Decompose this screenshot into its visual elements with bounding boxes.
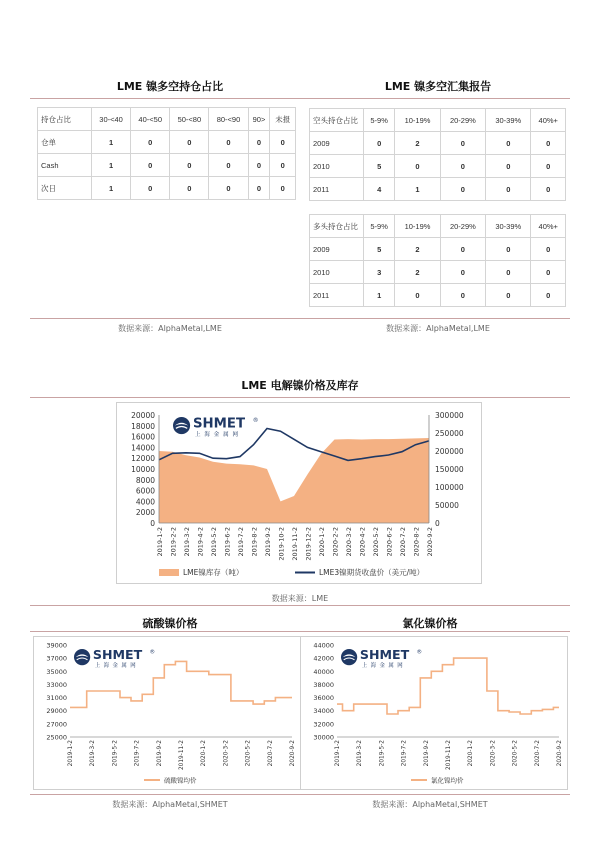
y-tick-left: 4000 bbox=[135, 497, 155, 507]
table-cell: 0 bbox=[486, 261, 531, 284]
x-tick: 2020-7-2 bbox=[267, 740, 274, 767]
table-cell: 1 bbox=[364, 284, 395, 307]
table-header-cell: 30-39% bbox=[486, 215, 531, 238]
table-cell: 3 bbox=[364, 261, 395, 284]
nickel-chloride-title: 氯化镍价格 bbox=[402, 617, 458, 630]
y-tick-right: 300000 bbox=[435, 411, 464, 420]
logo-text: SHMET bbox=[359, 646, 410, 662]
nickel-chloride-chart bbox=[301, 637, 567, 789]
table-cell: 0 bbox=[248, 177, 270, 200]
logo-subtext: 上 海 金 属 网 bbox=[94, 663, 137, 669]
y-tick-left: 0 bbox=[150, 519, 155, 528]
table-header-cell: 持仓占比 bbox=[38, 108, 92, 131]
table-cell: 0 bbox=[486, 155, 531, 178]
table-cell: 0 bbox=[531, 178, 566, 201]
table-header-cell: 90> bbox=[248, 108, 270, 131]
y-tick-left: 10000 bbox=[131, 465, 155, 474]
table-cell: 0 bbox=[486, 238, 531, 261]
table-row bbox=[310, 155, 566, 178]
divider bbox=[30, 98, 570, 99]
x-tick: 2019-10-2 bbox=[277, 527, 286, 561]
x-tick: 2019-1-2 bbox=[156, 527, 164, 557]
table-header-cell: 30-<40 bbox=[92, 108, 131, 131]
x-tick: 2019-5-2 bbox=[210, 527, 218, 557]
table-header-cell: 50-<80 bbox=[170, 108, 209, 131]
table-header-cell: 多头持仓占比 bbox=[310, 215, 364, 238]
logo-globe-icon bbox=[74, 649, 90, 665]
legend-label: 氯化镍均价 bbox=[431, 776, 464, 785]
source-note: 数据来源：AlphaMetal,SHMET bbox=[372, 800, 488, 809]
table-cell: 0 bbox=[486, 132, 531, 155]
table-cell: 0 bbox=[531, 132, 566, 155]
x-tick: 2019-3-2 bbox=[183, 527, 191, 557]
y-tick: 31000 bbox=[46, 694, 67, 703]
row-label: 次日 bbox=[38, 177, 92, 200]
y-tick-left: 12000 bbox=[131, 454, 155, 464]
y-tick-right: 200000 bbox=[435, 447, 464, 456]
table-cell: 0 bbox=[170, 131, 209, 154]
x-tick: 2019-7-2 bbox=[237, 527, 245, 557]
table-row bbox=[38, 131, 296, 154]
table-cell: 0 bbox=[395, 155, 440, 178]
table-cell: 0 bbox=[486, 178, 531, 201]
y-tick-left: 18000 bbox=[131, 421, 155, 431]
table-header-cell: 80-<90 bbox=[209, 108, 248, 131]
table-header-row bbox=[310, 215, 566, 238]
x-tick: 2020-1-2 bbox=[318, 527, 326, 557]
divider bbox=[30, 605, 570, 606]
logo-globe-icon bbox=[173, 417, 190, 434]
y-tick-right: 150000 bbox=[435, 465, 464, 474]
table-cell: 0 bbox=[248, 131, 270, 154]
table-row bbox=[310, 178, 566, 201]
y-tick: 30000 bbox=[313, 733, 334, 742]
lme-chart-title: LME 电解镍价格及库存 bbox=[241, 379, 359, 392]
row-label: 2010 bbox=[310, 155, 364, 178]
x-tick: 2020-5-2 bbox=[245, 740, 252, 767]
nickel-sulfate-chart bbox=[34, 637, 300, 789]
table-cell: 0 bbox=[440, 261, 485, 284]
x-tick: 2019-3-2 bbox=[90, 740, 97, 767]
source-note: 数据来源：LME bbox=[271, 594, 329, 603]
y-tick-left: 16000 bbox=[131, 432, 155, 442]
table-row bbox=[310, 284, 566, 307]
table-cell: 0 bbox=[209, 154, 248, 177]
y-tick: 38000 bbox=[313, 680, 334, 689]
x-tick: 2019-7-2 bbox=[401, 740, 408, 767]
table-cell: 0 bbox=[131, 131, 170, 154]
table-cell: 0 bbox=[131, 177, 170, 200]
legend-label-inventory: LME镍库存（吨） bbox=[183, 568, 244, 577]
x-tick: 2019-5-2 bbox=[379, 740, 386, 767]
logo-registered: ® bbox=[252, 417, 259, 424]
x-tick: 2019-1-2 bbox=[335, 740, 341, 767]
logo-subtext: 上 海 金 属 网 bbox=[361, 663, 404, 669]
table-cell: 0 bbox=[270, 154, 296, 177]
table-header-cell: 40-<50 bbox=[131, 108, 170, 131]
table-cell: 0 bbox=[364, 132, 395, 155]
y-tick-left: 14000 bbox=[131, 443, 155, 453]
x-tick: 2020-9-2 bbox=[426, 527, 434, 557]
table-header-cell: 10-19% bbox=[395, 215, 440, 238]
y-tick: 39000 bbox=[46, 641, 67, 650]
nickel-chloride-chart-frame bbox=[300, 636, 568, 790]
lme-chart-frame bbox=[116, 402, 482, 584]
table-header-row bbox=[38, 108, 296, 131]
table-cell: 0 bbox=[440, 155, 485, 178]
table-cell: 2 bbox=[395, 132, 440, 155]
logo-text: SHMET bbox=[192, 416, 246, 432]
y-tick: 40000 bbox=[313, 667, 334, 676]
table-cell: 4 bbox=[364, 178, 395, 201]
table-row bbox=[38, 154, 296, 177]
table-cell: 1 bbox=[92, 131, 131, 154]
x-tick: 2020-5-2 bbox=[372, 527, 380, 557]
short-position-table bbox=[309, 108, 566, 201]
nickel-sulfate-chart-frame bbox=[33, 636, 301, 790]
row-label: 2009 bbox=[310, 132, 364, 155]
divider bbox=[30, 631, 570, 632]
right-table-title: LME 镍多空汇集报告 bbox=[384, 80, 492, 93]
table-header-cell: 10-19% bbox=[395, 109, 440, 132]
inventory-area bbox=[159, 438, 429, 523]
table-cell: 0 bbox=[440, 132, 485, 155]
y-tick: 25000 bbox=[46, 733, 67, 742]
y-tick: 37000 bbox=[46, 654, 67, 663]
table-cell: 0 bbox=[270, 131, 296, 154]
shmet-logo bbox=[341, 647, 422, 669]
table-row bbox=[310, 261, 566, 284]
x-tick: 2019-4-2 bbox=[196, 527, 205, 557]
divider bbox=[30, 318, 570, 319]
y-tick: 36000 bbox=[313, 694, 334, 703]
x-tick: 2020-1-2 bbox=[201, 740, 208, 767]
table-row bbox=[310, 238, 566, 261]
table-cell: 0 bbox=[531, 261, 566, 284]
x-tick: 2020-3-2 bbox=[490, 740, 497, 767]
table-cell: 2 bbox=[395, 261, 440, 284]
table-cell: 0 bbox=[440, 284, 485, 307]
y-tick: 42000 bbox=[313, 654, 334, 663]
logo-globe-icon bbox=[341, 649, 357, 665]
table-cell: 0 bbox=[209, 131, 248, 154]
logo-registered: ® bbox=[149, 649, 155, 656]
divider bbox=[30, 397, 570, 398]
logo-registered: ® bbox=[416, 649, 422, 656]
table-header-cell: 空头持仓占比 bbox=[310, 109, 364, 132]
x-tick: 2019-11-2 bbox=[179, 740, 185, 771]
row-label: 仓单 bbox=[38, 131, 92, 154]
y-tick: 35000 bbox=[46, 667, 67, 676]
x-tick: 2019-1-2 bbox=[68, 740, 74, 767]
table-cell: 2 bbox=[395, 238, 440, 261]
table-cell: 0 bbox=[209, 177, 248, 200]
row-label: 2009 bbox=[310, 238, 364, 261]
x-tick: 2020-4-2 bbox=[358, 527, 367, 557]
x-tick: 2019-3-2 bbox=[357, 740, 364, 767]
x-tick: 2020-3-2 bbox=[223, 740, 230, 767]
y-tick-right: 0 bbox=[435, 519, 440, 528]
row-label: 2011 bbox=[310, 178, 364, 201]
y-tick-left: 8000 bbox=[135, 475, 155, 485]
table-cell: 0 bbox=[395, 284, 440, 307]
table-cell: 1 bbox=[92, 154, 131, 177]
table-header-cell: 20-29% bbox=[440, 215, 485, 238]
shmet-logo bbox=[173, 416, 258, 438]
x-tick: 2020-9-2 bbox=[290, 740, 296, 767]
x-tick: 2019-6-2 bbox=[223, 527, 232, 557]
y-tick-right: 100000 bbox=[435, 483, 464, 492]
table-header-cell: 30-39% bbox=[486, 109, 531, 132]
legend-label-price: LME3镍期货收盘价（美元/吨） bbox=[319, 568, 425, 577]
table-cell: 0 bbox=[531, 284, 566, 307]
legend-swatch-inventory bbox=[159, 569, 179, 576]
table-header-cell: 未报 bbox=[270, 108, 296, 131]
x-tick: 2020-7-2 bbox=[534, 740, 541, 767]
y-tick: 32000 bbox=[313, 720, 334, 729]
table-cell: 0 bbox=[170, 177, 209, 200]
table-cell: 0 bbox=[170, 154, 209, 177]
legend-label: 硫酸镍均价 bbox=[164, 776, 197, 785]
nickel-sulfate-title: 硫酸镍价格 bbox=[142, 617, 198, 630]
x-tick: 2020-1-2 bbox=[468, 740, 475, 767]
y-tick: 34000 bbox=[313, 707, 334, 716]
table-cell: 0 bbox=[440, 238, 485, 261]
long-position-table bbox=[309, 214, 566, 307]
table-header-cell: 5-9% bbox=[364, 109, 395, 132]
x-tick: 2020-2-2 bbox=[331, 527, 340, 557]
y-tick-left: 20000 bbox=[131, 411, 155, 420]
table-header-cell: 40%+ bbox=[531, 109, 566, 132]
table-cell: 1 bbox=[92, 177, 131, 200]
row-label: 2010 bbox=[310, 261, 364, 284]
y-tick: 33000 bbox=[46, 680, 67, 689]
table-cell: 0 bbox=[270, 177, 296, 200]
x-tick: 2019-2-2 bbox=[169, 527, 178, 557]
y-tick: 27000 bbox=[46, 720, 67, 729]
table-row bbox=[310, 132, 566, 155]
source-note: 数据来源：AlphaMetal,SHMET bbox=[112, 800, 228, 809]
table-cell: 5 bbox=[364, 155, 395, 178]
source-note: 数据来源：AlphaMetal,LME bbox=[386, 324, 490, 333]
table-cell: 0 bbox=[131, 154, 170, 177]
table-header-row bbox=[310, 109, 566, 132]
x-tick: 2019-11-2 bbox=[291, 527, 299, 561]
row-label: Cash bbox=[38, 154, 92, 177]
x-tick: 2020-6-2 bbox=[385, 527, 394, 557]
left-table-title: LME 镍多空持仓占比 bbox=[116, 80, 224, 93]
x-tick: 2019-9-2 bbox=[156, 740, 163, 767]
table-cell: 0 bbox=[440, 178, 485, 201]
x-tick: 2020-7-2 bbox=[399, 527, 407, 557]
x-tick: 2020-8-2 bbox=[412, 527, 421, 557]
position-ratio-table bbox=[37, 107, 296, 200]
x-tick: 2019-5-2 bbox=[112, 740, 119, 767]
table-cell: 0 bbox=[531, 155, 566, 178]
x-tick: 2019-12-2 bbox=[304, 527, 313, 561]
x-tick: 2019-9-2 bbox=[423, 740, 430, 767]
table-header-cell: 40%+ bbox=[531, 215, 566, 238]
y-tick-right: 50000 bbox=[435, 501, 459, 510]
table-header-cell: 5-9% bbox=[364, 215, 395, 238]
table-row bbox=[38, 177, 296, 200]
x-tick: 2020-5-2 bbox=[512, 740, 519, 767]
x-tick: 2020-9-2 bbox=[557, 740, 563, 767]
x-tick: 2019-7-2 bbox=[134, 740, 141, 767]
y-tick: 29000 bbox=[46, 707, 67, 716]
divider bbox=[30, 794, 570, 795]
source-note: 数据来源：AlphaMetal,LME bbox=[118, 324, 222, 333]
table-cell: 0 bbox=[486, 284, 531, 307]
table-cell: 1 bbox=[395, 178, 440, 201]
y-tick: 44000 bbox=[313, 641, 334, 650]
table-header-cell: 20-29% bbox=[440, 109, 485, 132]
shmet-logo bbox=[74, 647, 155, 669]
lme-price-inventory-chart bbox=[117, 403, 481, 583]
x-tick: 2019-8-2 bbox=[250, 527, 259, 557]
y-tick-left: 6000 bbox=[135, 486, 155, 496]
table-cell: 5 bbox=[364, 238, 395, 261]
y-tick-left: 2000 bbox=[135, 508, 155, 518]
table-cell: 0 bbox=[531, 238, 566, 261]
x-tick: 2019-9-2 bbox=[264, 527, 272, 557]
x-tick: 2020-3-2 bbox=[345, 527, 353, 557]
y-tick-right: 250000 bbox=[435, 429, 464, 438]
logo-text: SHMET bbox=[92, 646, 143, 662]
row-label: 2011 bbox=[310, 284, 364, 307]
x-tick: 2019-11-2 bbox=[446, 740, 452, 771]
table-cell: 0 bbox=[248, 154, 270, 177]
logo-subtext: 上 海 金 属 网 bbox=[194, 432, 240, 438]
